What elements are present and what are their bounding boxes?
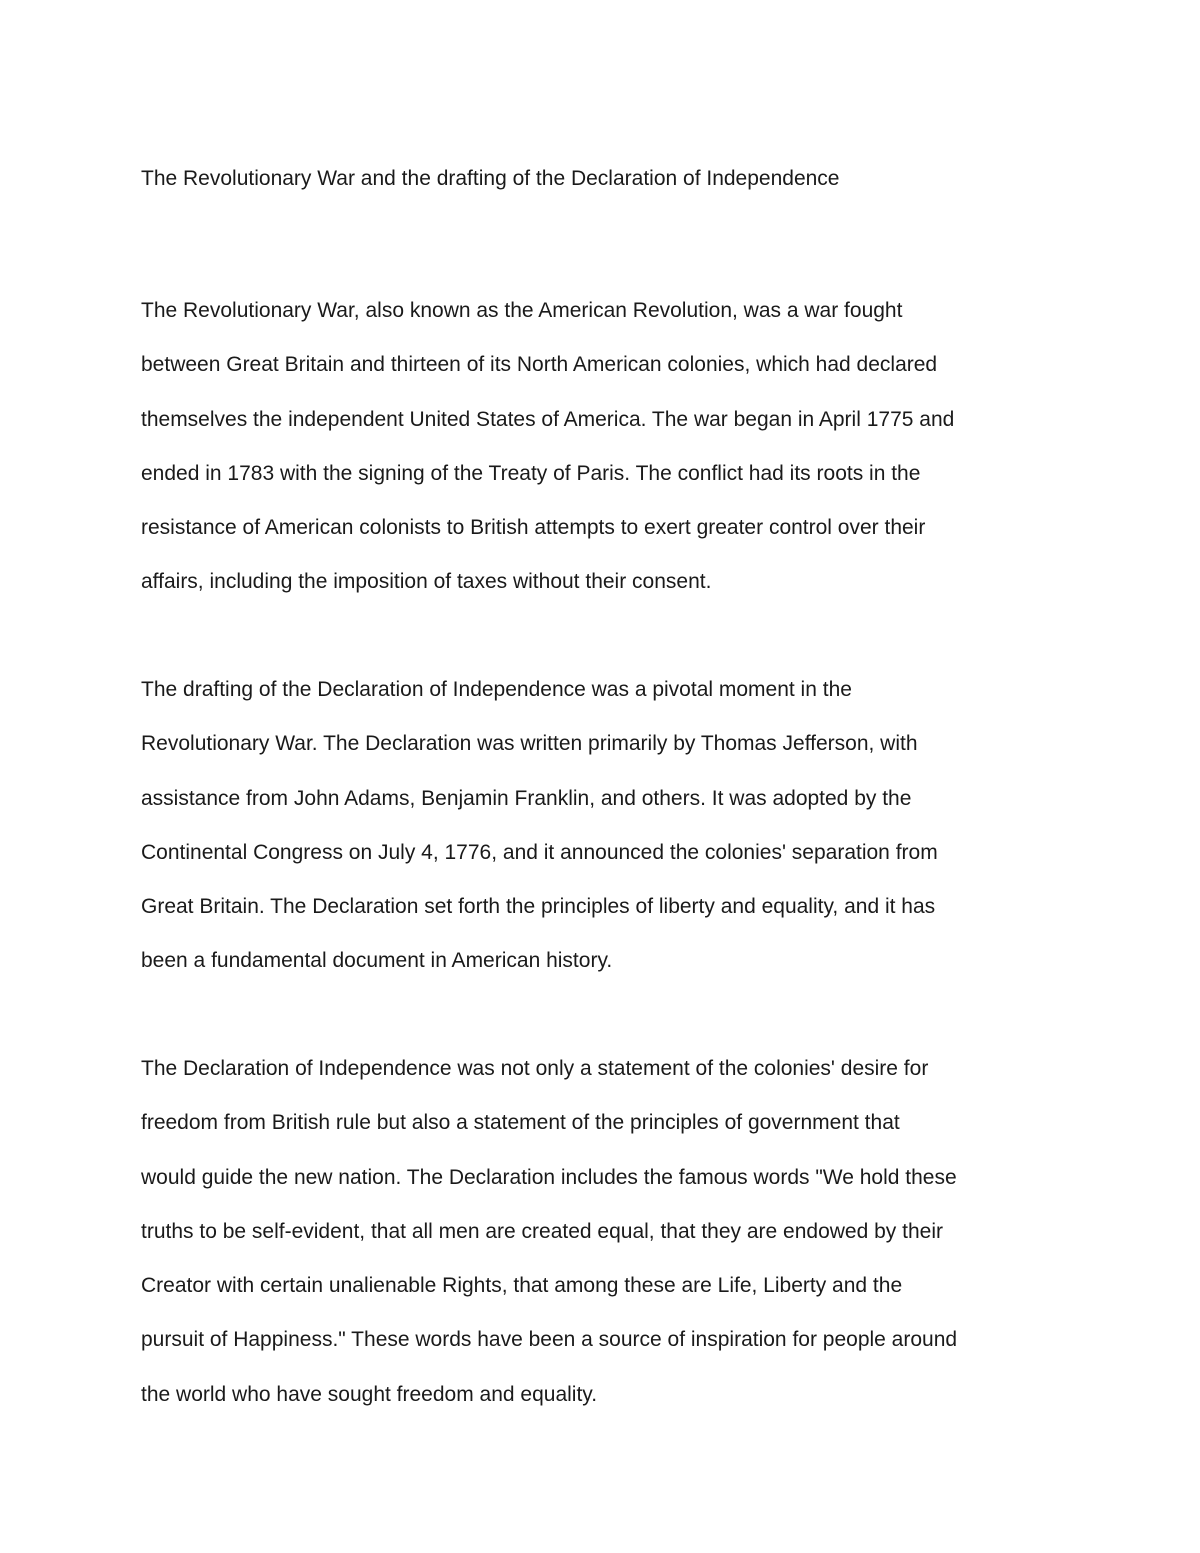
paragraph-line: Creator with certain unalienable Rights, that among these are Life, Liberty and the: [141, 1274, 903, 1298]
paragraph-line: Great Britain. The Declaration set forth the principles of liberty and equality, and it has: [141, 895, 936, 919]
paragraph-line: Revolutionary War. The Declaration was written primarily by Thomas Jefferson, with: [141, 732, 918, 756]
paragraph-line: resistance of American colonists to British attempts to exert greater control over their: [141, 516, 926, 540]
paragraph-drafting-declaration: [141, 676, 1081, 1002]
paragraph-line: pursuit of Happiness." These words have been a source of inspiration for people around: [141, 1328, 958, 1352]
paragraph-line: truths to be self-evident, that all men are created equal, that they are endowed by their: [141, 1219, 943, 1243]
paragraph-revolutionary-war: [141, 297, 1081, 623]
paragraph-line: been a fundamental document in American history.: [141, 949, 613, 973]
paragraph-line: assistance from John Adams, Benjamin Franklin, and others. It was adopted by the: [141, 786, 912, 810]
paragraph-line: freedom from British rule but also a statement of the principles of government that: [141, 1111, 900, 1135]
document-title: The Revolutionary War and the drafting of the Declaration of Independence: [141, 167, 840, 190]
paragraph-line: would guide the new nation. The Declaration includes the famous words "We hold these: [141, 1165, 957, 1189]
paragraph-line: affairs, including the imposition of taxes without their consent.: [141, 570, 712, 594]
paragraph-line: The drafting of the Declaration of Independence was a pivotal moment in the: [141, 678, 852, 701]
paragraph-line: The Revolutionary War, also known as the American Revolution, was a war fought: [141, 299, 903, 322]
paragraph-line: Continental Congress on July 4, 1776, and it announced the colonies' separation from: [141, 840, 938, 864]
paragraph-principles-of-government: [141, 1055, 1081, 1435]
paragraph-line: themselves the independent United States of America. The war began in April 1775 and: [141, 407, 955, 431]
paragraph-line: The Declaration of Independence was not only a statement of the colonies' desire for: [141, 1057, 929, 1080]
paragraph-line: between Great Britain and thirteen of its North American colonies, which had declared: [141, 353, 938, 377]
paragraph-line: the world who have sought freedom and equality.: [141, 1382, 598, 1406]
paragraph-line: ended in 1783 with the signing of the Treaty of Paris. The conflict had its roots in the: [141, 461, 921, 485]
